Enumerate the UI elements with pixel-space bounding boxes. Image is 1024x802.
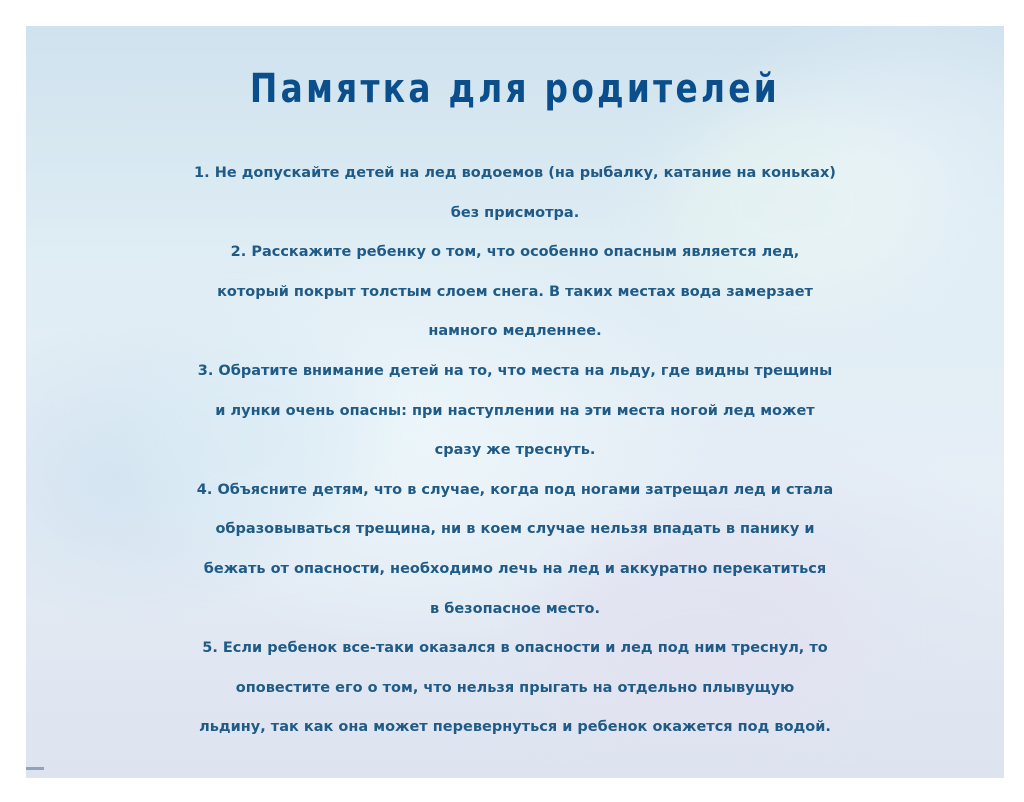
memo-line: оповестите его о том, что нельзя прыгать на отдельно плывущую (235, 679, 795, 696)
memo-line: льдину, так как она может перевернуться и ребенок окажется под водой. (199, 719, 831, 736)
memo-line: 2. Расскажите ребенку о том, что особенно опасным является лед, (230, 244, 800, 261)
memo-item-3 (86, 352, 944, 471)
memo-line: который покрыт толстым слоем снега. В таких местах вода замерзает (217, 283, 813, 300)
memo-line: образовываться трещина, ни в коем случае нельзя впадать в панику и (215, 521, 815, 538)
memo-title: Памятка для родителей (249, 66, 781, 112)
memo-item-4 (86, 471, 944, 629)
memo-line: без присмотра. (450, 204, 580, 221)
memo-line: намного медленнее. (428, 323, 602, 340)
memo-line: 4. Объясните детям, что в случае, когда под ногами затрещал лед и стала (196, 481, 834, 498)
memo-item-5 (86, 629, 944, 748)
memo-line: 5. Если ребенок все-таки оказался в опасности и лед под ним треснул, то (202, 640, 828, 657)
memo-line: бежать от опасности, необходимо лечь на лед и аккуратно перекатиться (203, 560, 827, 577)
memo-item-2 (86, 233, 944, 352)
memo-card (26, 26, 1004, 778)
memo-line: и лунки очень опасны: при наступлении на эти места ногой лед может (215, 402, 815, 419)
memo-line: 3. Обратите внимание детей на то, что места на льду, где видны трещины (197, 362, 833, 379)
memo-line: 1. Не допускайте детей на лед водоемов (на рыбалку, катание на коньках) (194, 165, 836, 181)
memo-line: сразу же треснуть. (434, 442, 596, 459)
memo-item-1 (86, 154, 944, 233)
memo-line: в безопасное место. (430, 600, 600, 617)
memo-items (86, 154, 944, 748)
edge-mark (26, 767, 44, 770)
